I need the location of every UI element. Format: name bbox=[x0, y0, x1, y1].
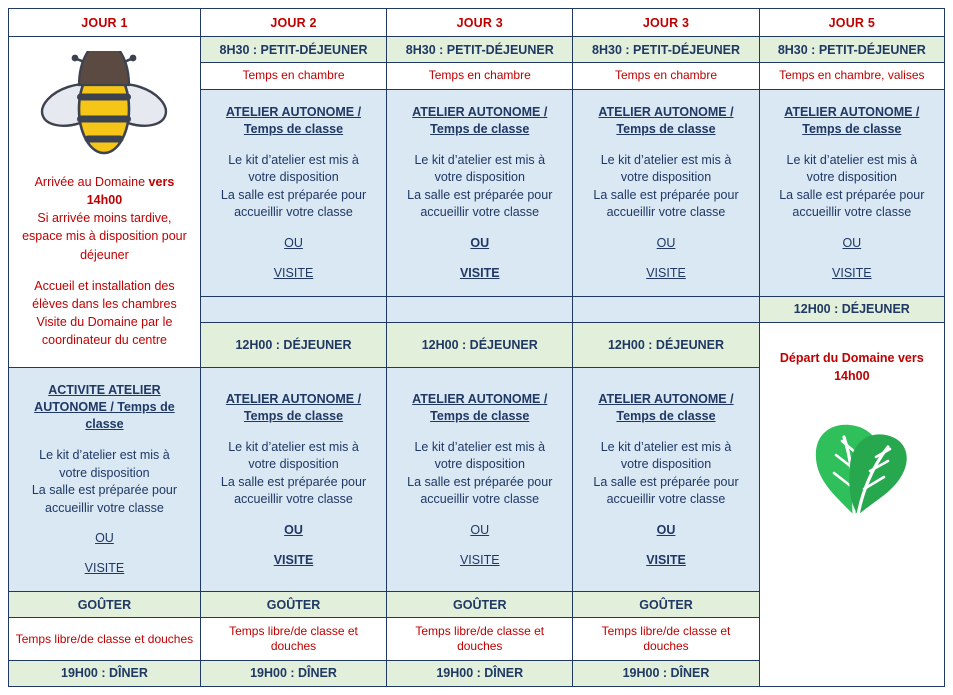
activity-title-line2: AUTONOME / Temps de bbox=[34, 400, 175, 415]
day5-departure-cell bbox=[759, 322, 944, 686]
activity-body-line4: accueillir votre classe bbox=[420, 492, 540, 507]
activity-body-line3: La salle est préparée pour bbox=[407, 474, 553, 489]
afternoon-activity-day1 bbox=[9, 368, 201, 592]
activity-or-label: OU bbox=[470, 235, 490, 250]
activity-title-line1: ATELIER AUTONOME / bbox=[225, 104, 362, 119]
activity-body-line4: accueillir votre classe bbox=[420, 205, 540, 220]
header-cell-day-3 bbox=[387, 9, 573, 37]
day-label: JOUR 2 bbox=[270, 15, 317, 30]
free-time-day2 bbox=[200, 618, 386, 661]
activity-body-line4: accueillir votre classe bbox=[234, 205, 353, 220]
snack-day3 bbox=[387, 592, 573, 618]
activity-visit-label: VISITE bbox=[459, 552, 500, 567]
departure-text bbox=[770, 349, 934, 385]
activity-body-line2: votre disposition bbox=[806, 170, 897, 185]
arrival-line1-prefix: Arrivée au Domaine bbox=[34, 175, 149, 190]
breakfast-day3 bbox=[387, 37, 573, 63]
activity-title-line2: Temps de classe bbox=[616, 408, 716, 423]
day-label: JOUR 3 bbox=[642, 15, 690, 30]
meal-label: GOÛTER bbox=[639, 597, 693, 612]
activity-visit-label: VISITE bbox=[84, 561, 125, 576]
room-time-label: Temps en chambre bbox=[428, 68, 531, 83]
activity-title-line2: Temps de classe bbox=[243, 121, 344, 136]
activity-visit-label: VISITE bbox=[459, 265, 500, 280]
meal-label: 8H30 : PETIT-DÉJEUNER bbox=[592, 42, 740, 57]
dinner-day3 bbox=[387, 660, 573, 686]
lunch-day5 bbox=[759, 296, 944, 322]
activity-body-line3: La salle est préparée pour bbox=[779, 187, 925, 202]
activity-body-line4: accueillir votre classe bbox=[234, 492, 353, 507]
activity-body-line2: votre disposition bbox=[59, 465, 150, 480]
morning-activity-day4 bbox=[573, 89, 759, 296]
activity-visit-label: VISITE bbox=[273, 552, 314, 567]
activity-title-line1: ATELIER AUTONOME / bbox=[784, 104, 920, 119]
arrival-line2: Si arrivée moins tardive, espace mis à disposition pour déjeuner bbox=[22, 211, 187, 262]
activity-body-line2: votre disposition bbox=[620, 457, 712, 472]
free-time-label: Temps libre/de classe et douches bbox=[415, 624, 545, 654]
room-time-label: Temps en chambre bbox=[242, 68, 345, 83]
header-cell-day-5 bbox=[759, 9, 944, 37]
activity-body-line1: Le kit d’atelier est mis à bbox=[414, 439, 546, 454]
activity-visit-label: VISITE bbox=[646, 552, 686, 567]
activity-title-line2: Temps de classe bbox=[802, 121, 902, 136]
activity-body-line1: Le kit d’atelier est mis à bbox=[600, 439, 732, 454]
meal-label: 19H00 : DÎNER bbox=[436, 666, 524, 681]
day-label: JOUR 5 bbox=[828, 15, 875, 30]
activity-body-line2: votre disposition bbox=[248, 170, 339, 185]
activity-body-line3: La salle est préparée pour bbox=[31, 483, 178, 498]
dinner-day4 bbox=[573, 660, 759, 686]
activity-or-label: OU bbox=[284, 235, 303, 250]
activity-body-line1: Le kit d’atelier est mis à bbox=[414, 152, 546, 167]
day-label: JOUR 3 bbox=[456, 15, 503, 30]
meal-label: 19H00 : DÎNER bbox=[250, 666, 337, 681]
meal-label: GOÛTER bbox=[77, 597, 132, 612]
arrival-time: 14h00 bbox=[86, 193, 123, 208]
breakfast-day2 bbox=[200, 37, 386, 63]
activity-body-line3: La salle est préparée pour bbox=[593, 187, 739, 202]
activity-body-line1: Le kit d’atelier est mis à bbox=[39, 448, 170, 463]
activity-or-label: OU bbox=[95, 531, 114, 546]
activity-or-label: OU bbox=[842, 235, 862, 250]
free-time-label: Temps libre/de classe et douches bbox=[229, 624, 358, 654]
breakfast-day4 bbox=[573, 37, 759, 63]
morning-activity-day3-filler bbox=[387, 296, 573, 322]
free-time-day3 bbox=[387, 618, 573, 661]
table-header-row bbox=[9, 9, 945, 37]
activity-title-line1: ATELIER AUTONOME / bbox=[412, 104, 548, 119]
activity-or-label: OU bbox=[470, 522, 490, 537]
room-time-label: Temps en chambre, valises bbox=[779, 68, 925, 83]
lunch-day3 bbox=[387, 322, 573, 368]
activity-body-line2: votre disposition bbox=[248, 457, 339, 472]
day-label: JOUR 1 bbox=[81, 15, 128, 30]
activity-visit-label: VISITE bbox=[273, 265, 314, 280]
meal-label: 12H00 : DÉJEUNER bbox=[421, 337, 538, 352]
activity-title-line2: Temps de classe bbox=[616, 121, 716, 136]
meal-label: 8H30 : PETIT-DÉJEUNER bbox=[405, 42, 554, 57]
activity-title-line1: ATELIER AUTONOME / bbox=[598, 391, 734, 406]
arrival-line3: Accueil et installation des élèves dans les chambres Visite du Domaine par le coordinateur du centre bbox=[32, 278, 177, 348]
free-time-label: Temps libre/de classe et douches bbox=[601, 624, 731, 654]
activity-visit-label: VISITE bbox=[832, 265, 872, 280]
morning-activity-day2 bbox=[200, 89, 386, 296]
meal-label: 12H00 : DÉJEUNER bbox=[235, 337, 352, 352]
afternoon-activity-day2 bbox=[200, 368, 386, 592]
activity-body-line1: Le kit d’atelier est mis à bbox=[228, 152, 359, 167]
meal-label: 12H00 : DÉJEUNER bbox=[793, 302, 910, 317]
activity-body-line2: votre disposition bbox=[434, 170, 525, 185]
meal-label: GOÛTER bbox=[453, 597, 507, 612]
activity-body-line4: accueillir votre classe bbox=[792, 205, 912, 220]
activity-body-line3: La salle est préparée pour bbox=[407, 187, 553, 202]
activity-body-line3: La salle est préparée pour bbox=[220, 474, 367, 489]
activity-body-line1: Le kit d’atelier est mis à bbox=[786, 152, 918, 167]
lunch-day2 bbox=[200, 322, 386, 368]
activity-body-line4: accueillir votre classe bbox=[606, 205, 726, 220]
breakfast-day5 bbox=[759, 37, 944, 63]
header-cell-day-1 bbox=[9, 9, 201, 37]
activity-title-line2: Temps de classe bbox=[430, 408, 530, 423]
room-time-day3 bbox=[387, 62, 573, 89]
free-time-day1 bbox=[9, 618, 201, 661]
activity-body-line3: La salle est préparée pour bbox=[220, 187, 367, 202]
free-time-day4 bbox=[573, 618, 759, 661]
departure-time: vers 14h00 bbox=[834, 350, 924, 383]
bee-icon bbox=[34, 51, 174, 159]
morning-activity-day3 bbox=[387, 89, 573, 296]
snack-day4 bbox=[573, 592, 759, 618]
morning-activity-day4-filler bbox=[573, 296, 759, 322]
activity-title-line1: ACTIVITE ATELIER bbox=[48, 383, 161, 398]
meal-label: 8H30 : PETIT-DÉJEUNER bbox=[219, 42, 368, 57]
meal-label: 19H00 : DÎNER bbox=[61, 666, 148, 681]
activity-visit-label: VISITE bbox=[646, 265, 686, 280]
free-time-label: Temps libre/de classe et douches bbox=[15, 631, 194, 646]
arrival-line1-bold: vers bbox=[148, 175, 175, 190]
activity-body-line1: Le kit d’atelier est mis à bbox=[228, 439, 359, 454]
activity-or-label: OU bbox=[656, 235, 676, 250]
activity-body-line4: accueillir votre classe bbox=[606, 492, 726, 507]
activity-title-line1: ATELIER AUTONOME / bbox=[598, 104, 734, 119]
leaf-icon bbox=[788, 411, 916, 521]
activity-title-line3: classe bbox=[85, 417, 124, 432]
activity-or-label: OU bbox=[656, 522, 676, 537]
room-time-day5 bbox=[759, 62, 944, 89]
activity-title-line2: Temps de classe bbox=[430, 121, 530, 136]
header-cell-day-4 bbox=[573, 9, 759, 37]
room-time-day2 bbox=[200, 62, 386, 89]
meal-label: 12H00 : DÉJEUNER bbox=[607, 337, 724, 352]
weekly-schedule-table bbox=[8, 8, 945, 687]
activity-body-line4: accueillir votre classe bbox=[45, 500, 164, 515]
snack-day2 bbox=[200, 592, 386, 618]
dinner-day2 bbox=[200, 660, 386, 686]
meal-label: 19H00 : DÎNER bbox=[622, 666, 710, 681]
meal-label: 8H30 : PETIT-DÉJEUNER bbox=[777, 42, 926, 57]
header-cell-day-2 bbox=[200, 9, 386, 37]
morning-activity-day2-filler bbox=[200, 296, 386, 322]
activity-title-line1: ATELIER AUTONOME / bbox=[412, 391, 548, 406]
activity-title-line2: Temps de classe bbox=[243, 408, 344, 423]
afternoon-activity-day4 bbox=[573, 368, 759, 592]
activity-or-label: OU bbox=[284, 522, 303, 537]
room-time-day4 bbox=[573, 62, 759, 89]
day1-arrival-cell bbox=[9, 37, 201, 368]
arrival-text bbox=[19, 173, 190, 349]
activity-body-line3: La salle est préparée pour bbox=[593, 474, 739, 489]
snack-day1 bbox=[9, 592, 201, 618]
meal-label: GOÛTER bbox=[266, 597, 321, 612]
breakfast-row bbox=[9, 37, 945, 63]
departure-text-prefix: Départ du Domaine bbox=[779, 350, 898, 365]
lunch-day4 bbox=[573, 322, 759, 368]
activity-body-line1: Le kit d’atelier est mis à bbox=[600, 152, 732, 167]
activity-title-line1: ATELIER AUTONOME / bbox=[225, 391, 362, 406]
activity-body-line2: votre disposition bbox=[620, 170, 712, 185]
activity-body-line2: votre disposition bbox=[434, 457, 525, 472]
afternoon-activity-day3 bbox=[387, 368, 573, 592]
room-time-label: Temps en chambre bbox=[614, 68, 718, 83]
dinner-day1 bbox=[9, 660, 201, 686]
morning-activity-day5 bbox=[759, 89, 944, 296]
